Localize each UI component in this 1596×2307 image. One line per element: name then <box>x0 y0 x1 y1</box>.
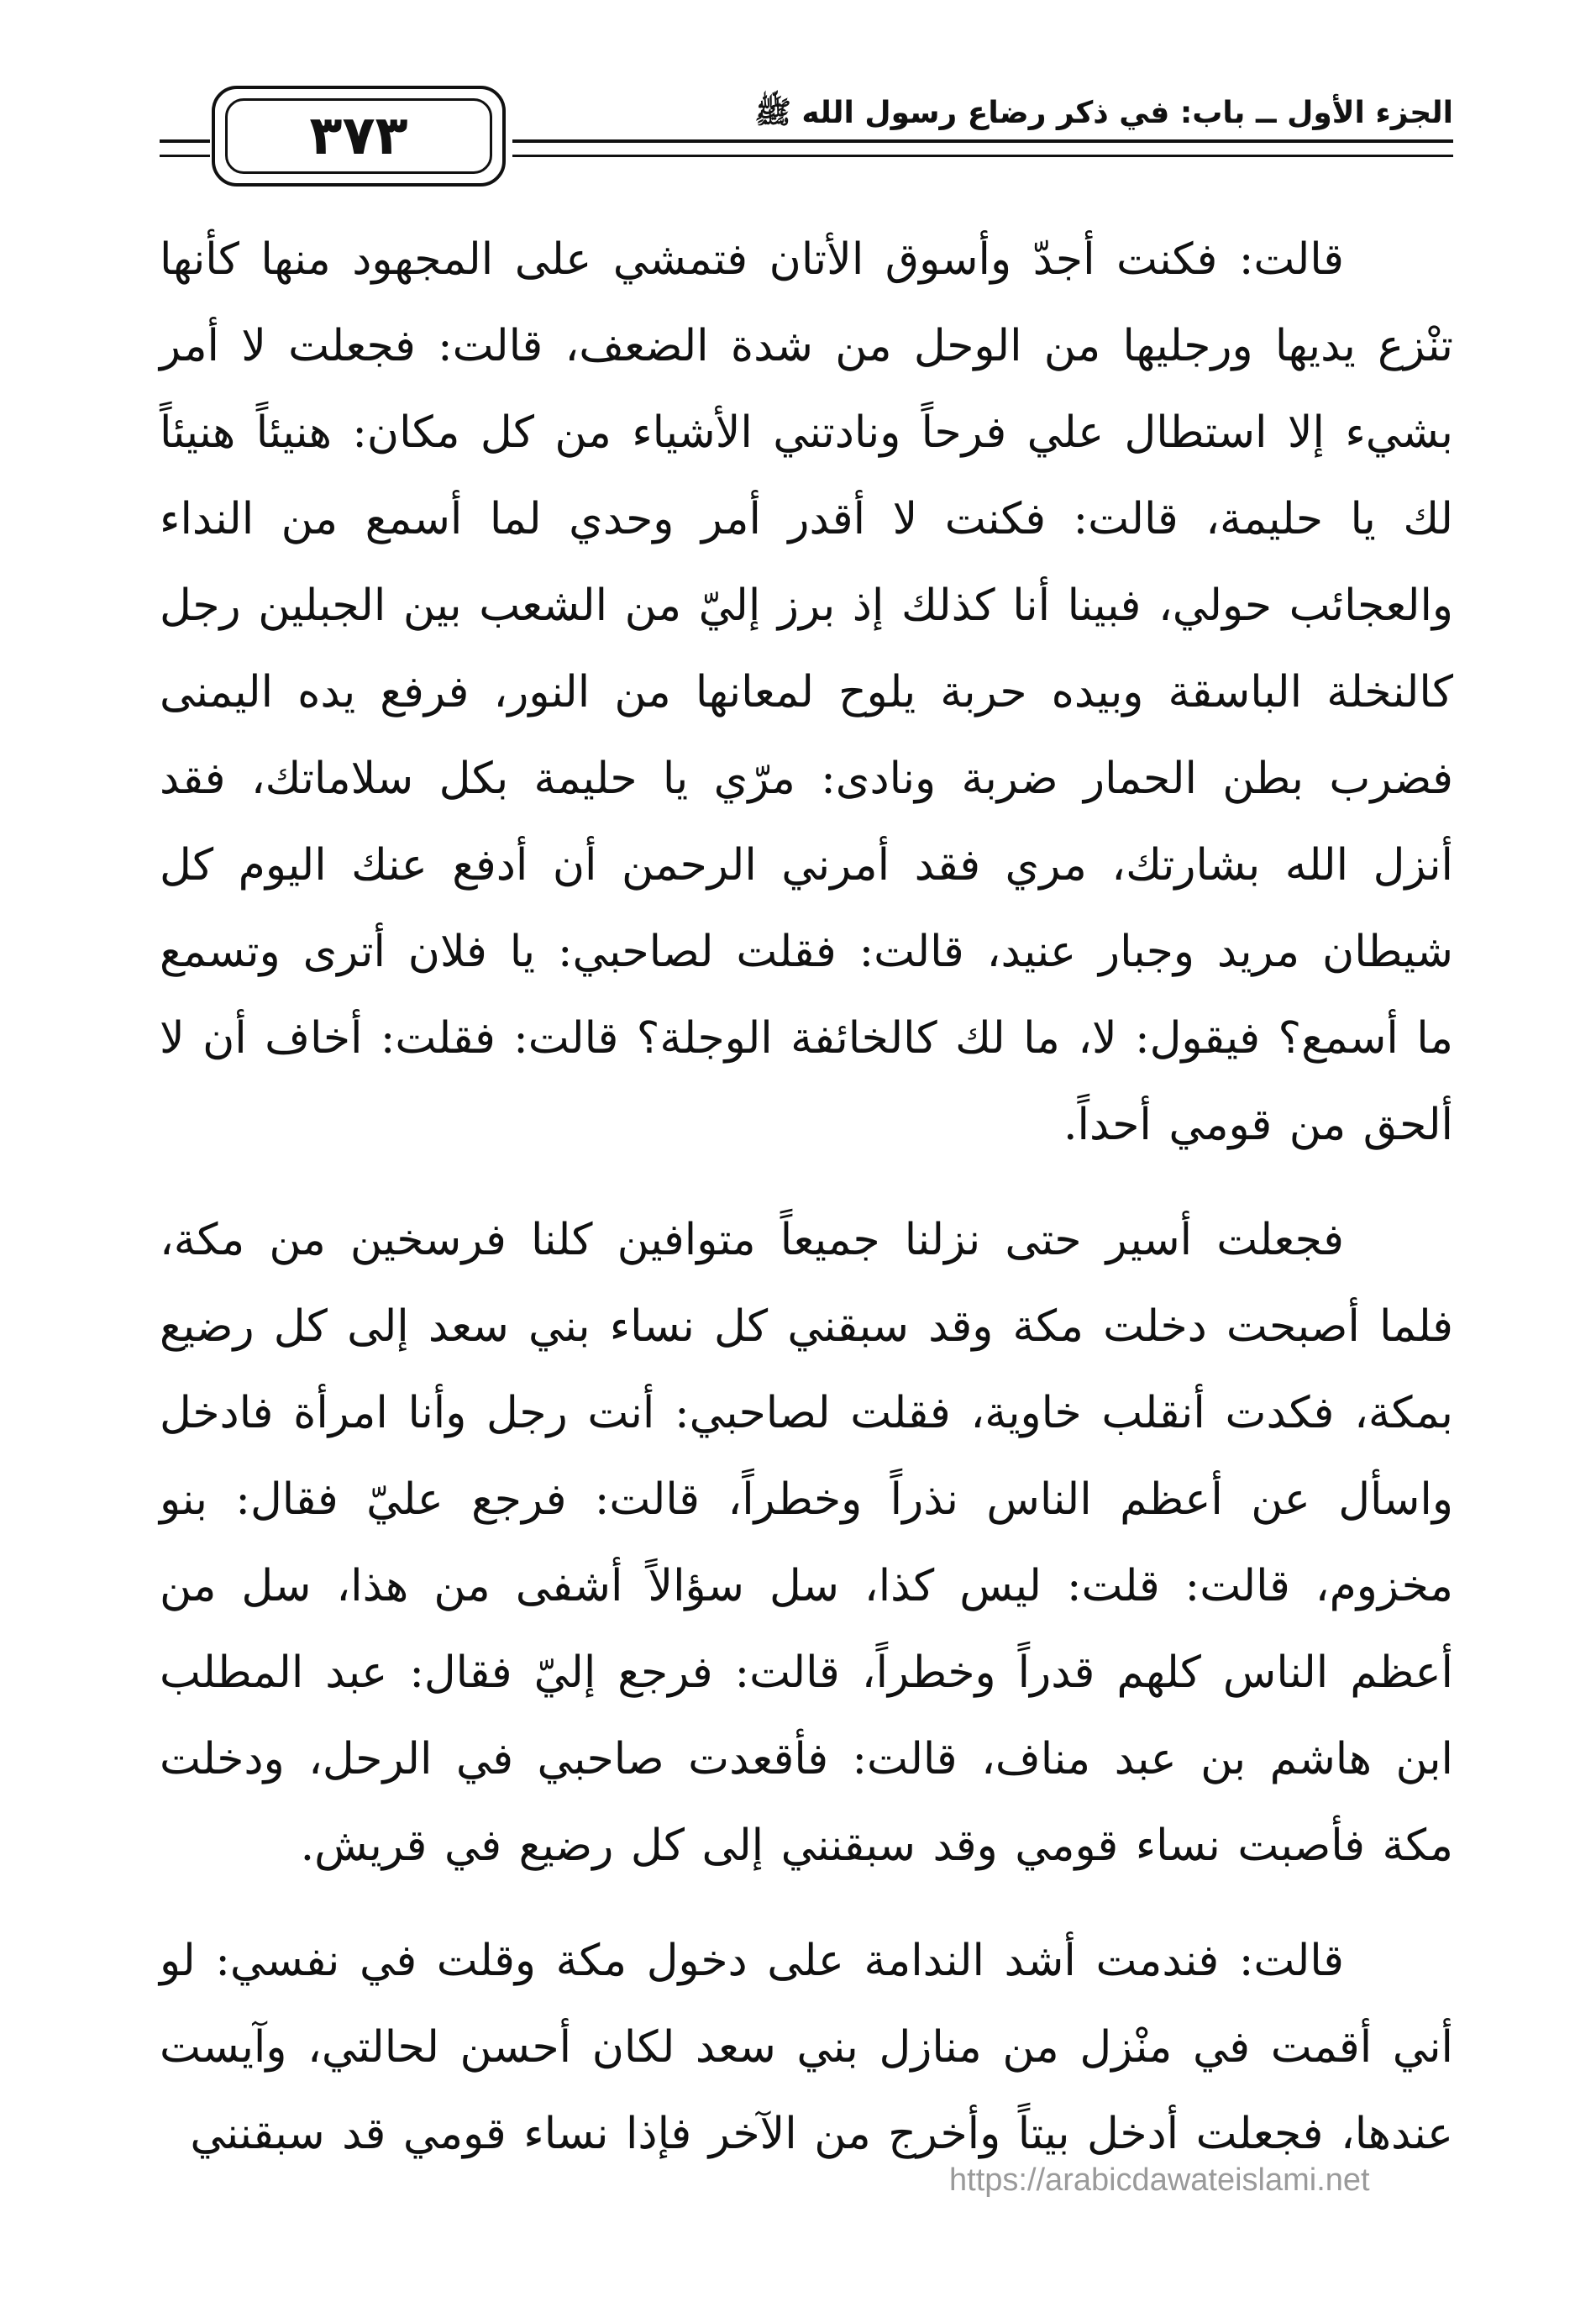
page-number: ٣٧٣ <box>225 98 492 174</box>
header-rule-left-top <box>160 139 210 143</box>
watermark-url: https://arabicdawateislami.net <box>949 2162 1370 2198</box>
header-rule-top <box>512 139 1453 143</box>
paragraph-2: فجعلت أسير حتى نزلنا جميعاً متوافين كلنا فرسخين من مكة، فلما أصبحت دخلت مكة وقد سبقني كل نساء بني سعد إلى كل رضيع بمكة، فكدت أنقلب خاوية، فقلت لصاحبي: أنت رجل وأنا امرأة فادخل واسأل عن أعظم الناس نذراً وخطراً، قالت: فرجع عليّ فقال: بنو مخزوم، قالت: قلت: ليس كذا، سل سؤالاً أشفى من هذا، سل من أعظم الناس كلهم قدراً وخطراً، قالت: فرجع إليّ فقال: عبد المطلب ابن هاشم بن عبد مناف، قالت: فأقعدت صاحبي في الرحل، ودخلت مكة فأصبت نساء قومي وقد سبقنني إلى كل رضيع في قريش. <box>160 1215 1453 1871</box>
body-text <box>160 217 1453 2178</box>
paragraph-1: قالت: فكنت أجدّ وأسوق الأتان فتمشي على المجهود منها كأنها تنْزع يديها ورجليها من الوحل من شدة الضعف، قالت: فجعلت لا أمر بشيء إلا استطال علي فرحاً ونادتني الأشياء من كل مكان: هنيئاً هنيئاً لك يا حليمة، قالت: فكنت لا أقدر أمر وحدي لما أسمع من النداء والعجائب حولي، فبينا أنا كذلك إذ برز إليّ من الشعب بين الجبلين رجل كالنخلة الباسقة وبيده حربة يلوح لمعانها من النور، فرفع يده اليمنى فضرب بطن الحمار ضربة ونادى: مرّي يا حليمة بكل سلاماتك، فقد أنزل الله بشارتك، مري فقد أمرني الرحمن أن أدفع عنك اليوم كل شيطان مريد وجبار عنيد، قالت: فقلت لصاحبي: يا فلان أترى وتسمع ما أسمع؟ فيقول: لا، ما لك كالخائفة الوجلة؟ قالت: فقلت: أخاف أن لا ألحق من قومي أحداً. <box>160 234 1453 1150</box>
running-header <box>160 82 1453 208</box>
header-rule-left-bottom <box>160 155 210 157</box>
running-title: الجزء الأول ــ باب: في ذكر رضاع رسول الله ﷺ <box>754 96 1453 130</box>
page-number-frame <box>212 86 506 187</box>
paragraph-3: قالت: فندمت أشد الندامة على دخول مكة وقلت في نفسي: لو أني أقمت في منْزل من منازل بني سعد لكان أحسن لحالتي، وآيست عندها، فجعلت أدخل بيتاً وأخرج من الآخر فإذا نساء قومي قد سبقنني <box>160 1936 1453 2159</box>
header-rule-bottom <box>512 155 1453 157</box>
